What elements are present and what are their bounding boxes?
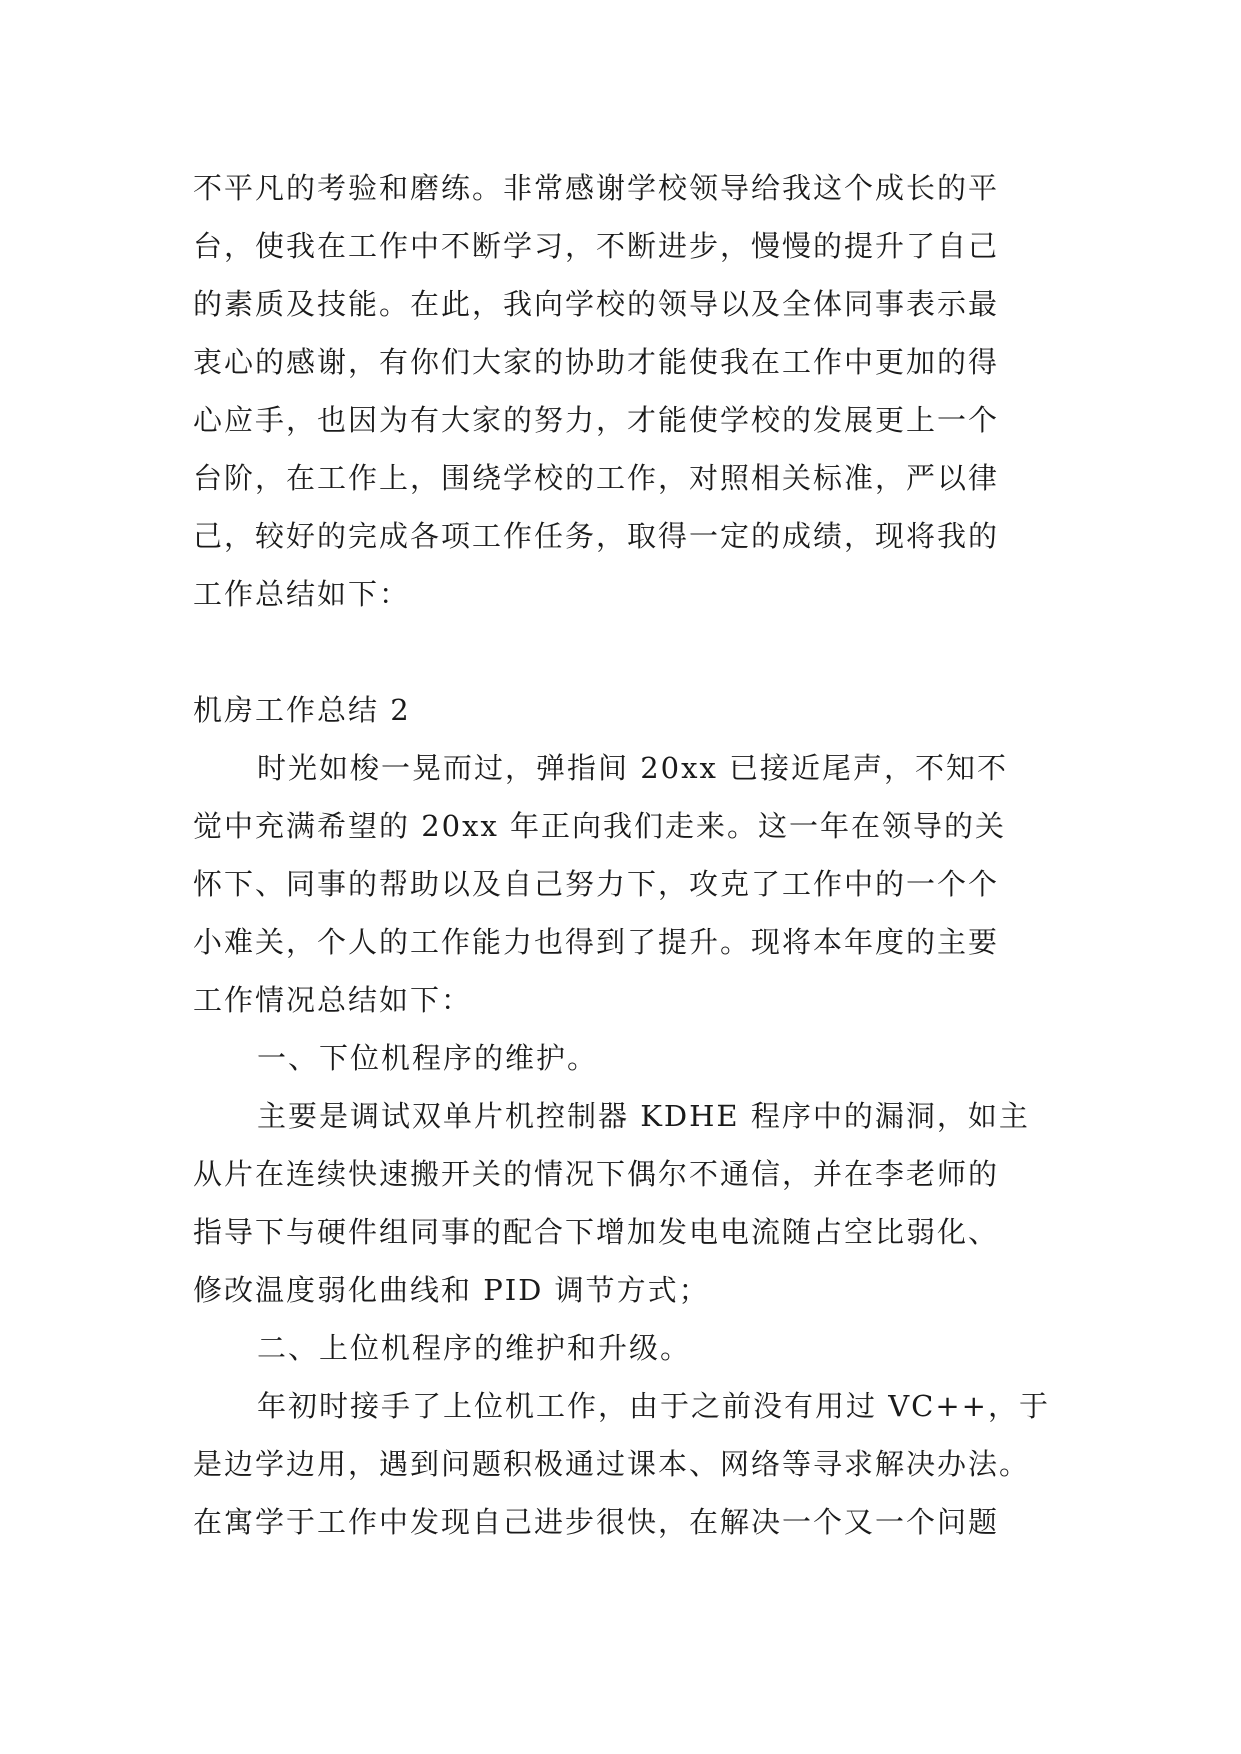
paragraph-line: 己，较好的完成各项工作任务，取得一定的成绩，现将我的 [193, 519, 1000, 553]
paragraph-line: 指导下与硬件组同事的配合下增加发电电流随占空比弱化、 [193, 1215, 1000, 1249]
paragraph-line: 台阶，在工作上，围绕学校的工作，对照相关标准，严以律 [193, 461, 1000, 495]
paragraph-line: 在寓学于工作中发现自己进步很快，在解决一个又一个问题 [193, 1505, 1000, 1539]
paragraph-line: 修改温度弱化曲线和 PID 调节方式； [193, 1273, 710, 1307]
paragraph-line: 觉中充满希望的 20xx 年正向我们走来。这一年在领导的关 [193, 809, 1007, 843]
paragraph-line: 台，使我在工作中不断学习，不断进步，慢慢的提升了自己 [193, 229, 1000, 263]
paragraph-line: 是边学边用，遇到问题积极通过课本、网络等寻求解决办法。 [193, 1447, 1031, 1481]
paragraph-line: 时光如梭一晃而过，弹指间 20xx 已接近尾声，不知不 [257, 751, 1009, 785]
paragraph-line: 主要是调试双单片机控制器 KDHE 程序中的漏洞，如主 [257, 1099, 1030, 1133]
subheading: 二、上位机程序的维护和升级。 [257, 1331, 692, 1365]
subheading: 一、下位机程序的维护。 [257, 1041, 599, 1075]
paragraph-line: 心应手，也因为有大家的努力，才能使学校的发展更上一个 [193, 403, 1000, 437]
paragraph-line: 从片在连续快速搬开关的情况下偶尔不通信，并在李老师的 [193, 1157, 1000, 1191]
paragraph-line: 怀下、同事的帮助以及自己努力下，攻克了工作中的一个个 [193, 867, 1000, 901]
paragraph-line: 年初时接手了上位机工作，由于之前没有用过 VC++，于 [257, 1389, 1050, 1423]
paragraph-line: 的素质及技能。在此，我向学校的领导以及全体同事表示最 [193, 287, 1000, 321]
paragraph-line: 不平凡的考验和磨练。非常感谢学校领导给我这个成长的平 [193, 171, 1000, 205]
paragraph-line: 小难关，个人的工作能力也得到了提升。现将本年度的主要 [193, 925, 1000, 959]
paragraph-line: 工作情况总结如下： [193, 983, 473, 1017]
section-title: 机房工作总结 2 [193, 693, 411, 727]
paragraph-line: 衷心的感谢，有你们大家的协助才能使我在工作中更加的得 [193, 345, 1000, 379]
paragraph-line: 工作总结如下： [193, 577, 411, 611]
